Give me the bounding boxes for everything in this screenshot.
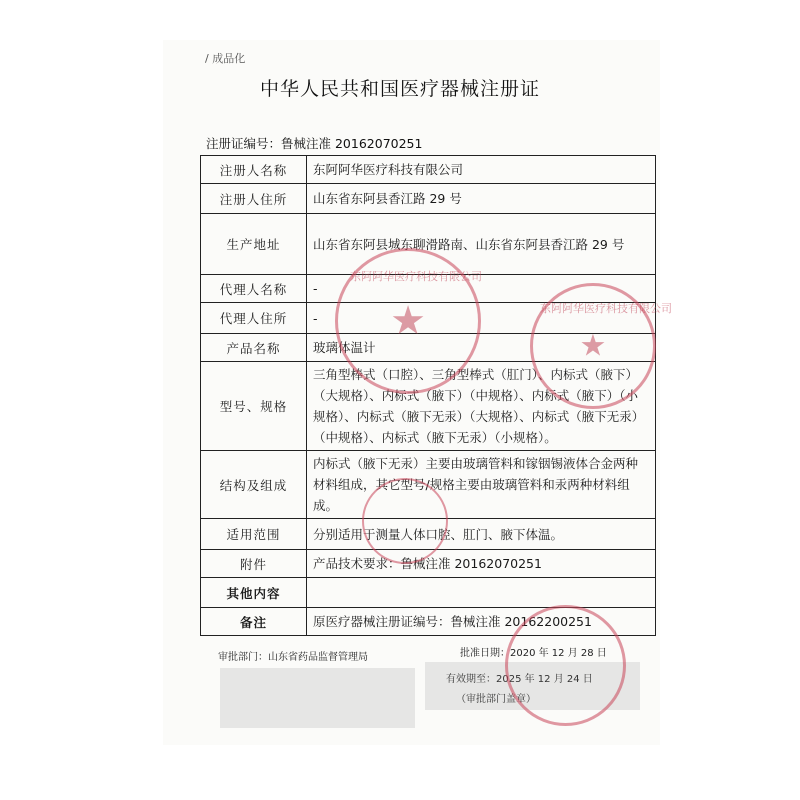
official-seal-stamp (505, 605, 626, 726)
valid-until: 有效期至：2025 年 12 月 24 日 (446, 674, 593, 685)
row-label: 生产地址 (201, 214, 307, 275)
approval-dept: 审批部门：山东省药品监督管理局 (218, 652, 368, 663)
star-icon: ★ (390, 298, 426, 344)
row-label: 产品名称 (201, 334, 307, 362)
row-label: 适用范围 (201, 519, 307, 550)
star-icon: ★ (579, 328, 607, 364)
row-value: - (307, 303, 656, 334)
table-row (201, 578, 656, 608)
corner-mark: / 成品化 (205, 52, 246, 65)
inspection-seal-stamp (362, 478, 448, 564)
row-label: 代理人住所 (201, 303, 307, 334)
page-title: 中华人民共和国医疗器械注册证 (259, 78, 540, 100)
row-label: 结构及组成 (201, 451, 307, 519)
row-label: 备注 (201, 608, 307, 636)
table-row (201, 156, 656, 184)
row-value: 产品技术要求：鲁械注准 20162070251 (307, 550, 656, 578)
row-value: 山东省东阿县香江路 29 号 (307, 184, 656, 214)
row-value: 原医疗器械注册证编号：鲁械注准 20162200251 (307, 608, 656, 636)
row-label: 注册人住所 (201, 184, 307, 214)
row-value (307, 578, 656, 608)
company-seal-text-2: 东阿阿华医疗科技有限公司 (540, 302, 672, 315)
row-value: 玻璃体温计 (307, 334, 656, 362)
row-value: - (307, 275, 656, 303)
registration-number: 注册证编号：鲁械注准 20162070251 (206, 136, 423, 151)
row-value: 东阿阿华医疗科技有限公司 (307, 156, 656, 184)
row-label: 代理人名称 (201, 275, 307, 303)
company-seal-text: 东阿阿华医疗科技有限公司 (350, 270, 482, 283)
row-value: 山东省东阿县城东聊滑路南、山东省东阿县香江路 29 号 (307, 214, 656, 275)
row-label: 注册人名称 (201, 156, 307, 184)
row-label: 型号、规格 (201, 362, 307, 451)
row-value: 分别适用于测量人体口腔、肛门、腋下体温。 (307, 519, 656, 550)
faded-watermark (220, 668, 415, 728)
approval-date: 批准日期：2020 年 12 月 28 日 (460, 648, 607, 659)
row-label: 附件 (201, 550, 307, 578)
row-label: 其他内容 (201, 578, 307, 608)
row-value: 三角型棒式（口腔）、三角型棒式（肛门）、内标式（腋下）（大规格）、内标式（腋下）（中规格）、内标式（腋下）（小规格）、内标式（腋下无汞）（大规格）、内标式（腋下无汞）（中规格）、内标式（腋下无汞）（小规格）。 (307, 362, 656, 451)
row-value: 内标式（腋下无汞）主要由玻璃管料和镓铟锡液体合金两种材料组成，其它型号/规格主要由玻璃管料和汞两种材料组成。 (307, 451, 656, 519)
dept-seal-note: （审批部门盖章） (456, 694, 536, 705)
table-row (201, 184, 656, 214)
